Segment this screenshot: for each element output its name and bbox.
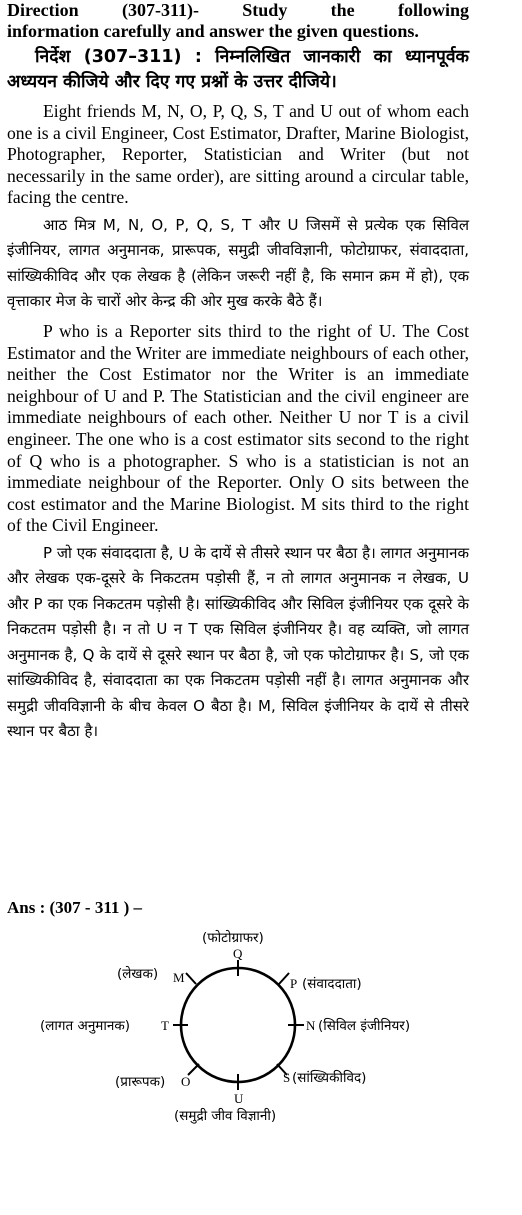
direction-heading-en-line1: Direction (307-311)- Study the following <box>7 0 469 20</box>
seat-letter-t: T <box>161 1018 169 1033</box>
seat-role-q: (फोटोग्राफर) <box>202 930 264 946</box>
puzzle-intro-hi: आठ मित्र M, N, O, P, Q, S, T और U जिसमें से प्रत्येक एक सिविल इंजीनियर, लागत अनुमानक, प्रारूपक, समुद्री जीवविज्ञानी, फोटोग्राफर, संवाददाता, सांख्यिकीविद और एक लेखक है (लेकिन जरूरी नहीं है, कि समान क्रम में हो), एक वृत्ताकार मेज के चारों ओर केन्द्र की ओर मुख करके बैठे हैं। <box>7 215 469 311</box>
seat-letter-o: O <box>181 1074 191 1089</box>
seat-letter-s: S <box>283 1070 291 1085</box>
seat-role-t: (लागत अनुमानक) <box>40 1018 131 1034</box>
seat-role-m: (लेखक) <box>117 966 159 982</box>
seat-tick-p <box>279 973 289 984</box>
seat-letter-p: P <box>290 976 298 991</box>
seat-letter-m: M <box>173 970 185 985</box>
answer-label: Ans : (307 - 311 ) – <box>7 898 143 917</box>
puzzle-intro-en: Eight friends M, N, O, P, Q, S, T and U out of whom each one is a civil Engineer, Cost Estimator, Drafter, Marine Biologist, Photographer, Reporter, Statistician and Writer (but not necessarily in the same order), are sitting around a circular table, facing the centre. <box>7 101 469 208</box>
question-page <box>7 0 469 745</box>
seat-role-o: (प्रारूपक) <box>115 1074 166 1090</box>
direction-heading-en-line2: information carefully and answer the given questions. <box>7 21 419 41</box>
seat-role-p: (संवाददाता) <box>302 976 362 992</box>
seat-role-u: (समुद्री जीव विज्ञानी) <box>174 1108 277 1124</box>
seat-letter-u: U <box>234 1091 244 1106</box>
seat-role-n: (सिविल इंजीनियर) <box>318 1018 411 1034</box>
seat-tick-m <box>186 973 196 984</box>
puzzle-clues-en: P who is a Reporter sits third to the right of U. The Cost Estimator and the Writer are immediate neighbours of each other, neither the Cost Estimator nor the Writer is an immediate neighbour of U and P. The Statistician and the civil engineer are immediate neighbours of each other. Neither U nor T is a civil engineer. The one who is a cost estimator sits second to the right of Q who is a photographer. S who is a statistician is not an immediate neighbour of the Reporter. Only O sits between the cost estimator and the Marine Biologist. M sits third to the right of the Civil Engineer. <box>7 320 469 536</box>
direction-heading-hi: निर्देश (307–311) : निम्नलिखित जानकारी का ध्यानपूर्वक अध्ययन कीजिये और दिए गए प्रश्नों के उत्तर दीजिये। <box>7 47 469 92</box>
seat-letter-q: Q <box>233 946 243 961</box>
seat-role-s: (सांख्यिकीविद) <box>292 1070 367 1086</box>
seating-diagram <box>0 920 522 1140</box>
puzzle-clues-hi: P जो एक संवाददाता है, U के दायें से तीसरे स्थान पर बैठा है। लागत अनुमानक और लेखक एक-दूसरे के निकटतम पड़ोसी हैं, न तो लागत अनुमानक न लेखक, U और P का एक निकटतम पड़ोसी है। सांख्यिकीविद और सिविल इंजीनियर एक दूसरे के निकटतम पड़ोसी है। न तो U न T एक सिविल इंजीनियर है। वह व्यक्ति, जो लागत अनुमानक है, Q के दायें से दूसरे स्थान पर बैठा है, जो एक फोटोग्राफर है। S, जो एक सांख्यिकीविद है, संवाददाता का एक निकटतम पड़ोसी नहीं है। लागत अनुमानक और समुद्री जीवविज्ञानी के बीच केवल O बैठा है। M, सिविल इंजीनियर के दायें से तीसरे स्थान पर बैठा है। <box>7 543 469 741</box>
seat-letter-n: N <box>306 1018 316 1033</box>
